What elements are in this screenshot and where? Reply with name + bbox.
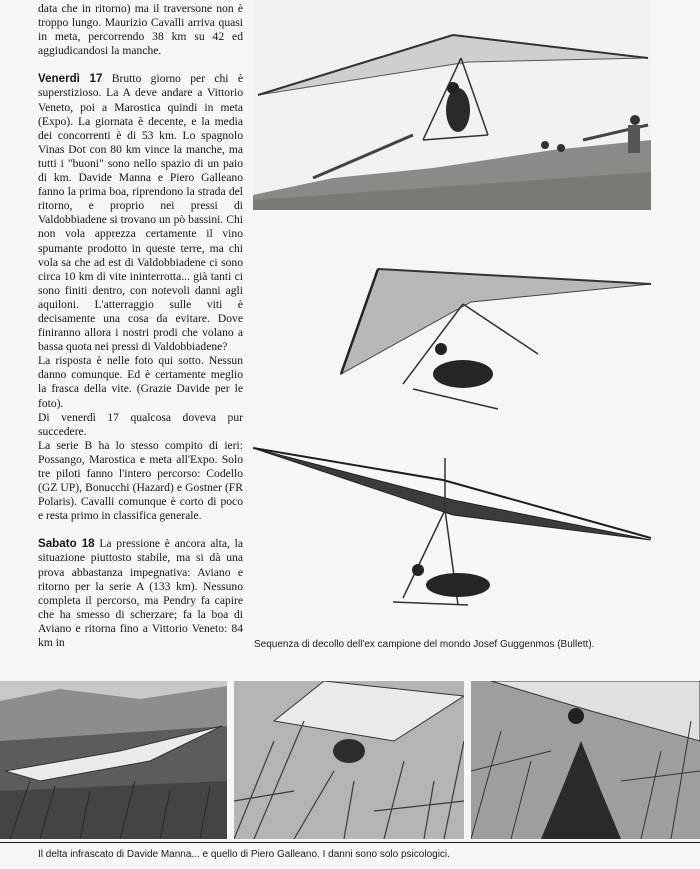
paragraph-friday-17: Di venerdì 17 qualcosa doveva pur succedere.	[38, 410, 243, 438]
photo-launch-slope	[253, 0, 651, 210]
photo-takeoff-air	[253, 224, 651, 427]
bottom-caption-rule	[0, 842, 700, 843]
friday-text: Brutto giorno per chi è superstizioso. La A deve andare a Vittorio Veneto, poi a Marostica quindi in meta (Expo). La giornata è decente, e la media dei concorrenti è di 53 km. Lo spagnolo Vinas Dot con 80 km vince la manche, ma tutti i "buoni" sono nello spazio di un paio di km. Davide Manna e Piero Galleano fanno la prima boa, riprendono la strada del ritorno, e proprio nei pressi di Valdobbiadene si trovano un pò bassini. Chi non vola apprezza certamente il vino spumante prodotto in queste terre, ma chi vola sa che ad est di Valdobbiadene ci sono circa 10 km di vite ininterrotta... già tanti ci sono finiti dentro, con notevoli danni agli aquiloni. L'atterraggio sulle viti è decisamente una cosa da evitare. Dove finiranno allora i nostri prodi che volano a bassa quota nei pressi di Valdobbiadene?	[38, 72, 243, 354]
paragraph-friday	[38, 72, 243, 354]
photo-pilot-in-branches	[471, 681, 700, 839]
caption-bottom-photos: Il delta infrascato di Davide Manna... e quello di Piero Galleano. I danni sono solo psicologici.	[38, 849, 450, 860]
paragraph-serie-b: La serie B ha lo stesso compito di ieri: Possango, Marostica e meta all'Expo. Solo tre piloti fanno l'intero percorso: Codello (GZ UP), Bonucchi (Hazard) e Gostner (FR Polaris). Cavalli comunque è corto di poco e resta primo in classifica generale.	[38, 438, 243, 523]
day-heading-saturday: Sabato 18	[38, 537, 95, 551]
article-text-column	[38, 2, 243, 650]
caption-takeoff-sequence: Sequenza di decollo dell'ex campione del mondo Josef Guggenmos (Bullett).	[254, 639, 595, 650]
paragraph-intro: data che in ritorno) ma il traversone non è troppo lungo. Maurizio Cavalli arriva quasi in meta, percorrendo 38 km su 42 ed aggiudicandosi la manche.	[38, 2, 243, 58]
paragraph-saturday	[38, 537, 243, 650]
photo-manna-glider-bushes	[0, 681, 227, 839]
paragraph-answer: La risposta è nelle foto qui sotto. Nessun danno comunque. Ed è certamente meglio la frasca della vite. (Grazie Davide per le foto).	[38, 354, 243, 410]
saturday-text: La pressione è ancora alta, la situazione piuttosto stabile, ma si dà una prova abbastanza impegnativa: Aviano e ritorno per la serie A (133 km). Nessuno completa il percorso, ma Pendry fa capire che ha smesso di scherzare; fa la boa di Aviano e ritorna fino a Vittorio Veneto: 84 km in	[38, 537, 243, 650]
photo-galleano-glider-branches	[234, 681, 464, 839]
photo-takeoff-low	[253, 440, 651, 635]
day-heading-friday: Venerdì 17	[38, 72, 103, 86]
